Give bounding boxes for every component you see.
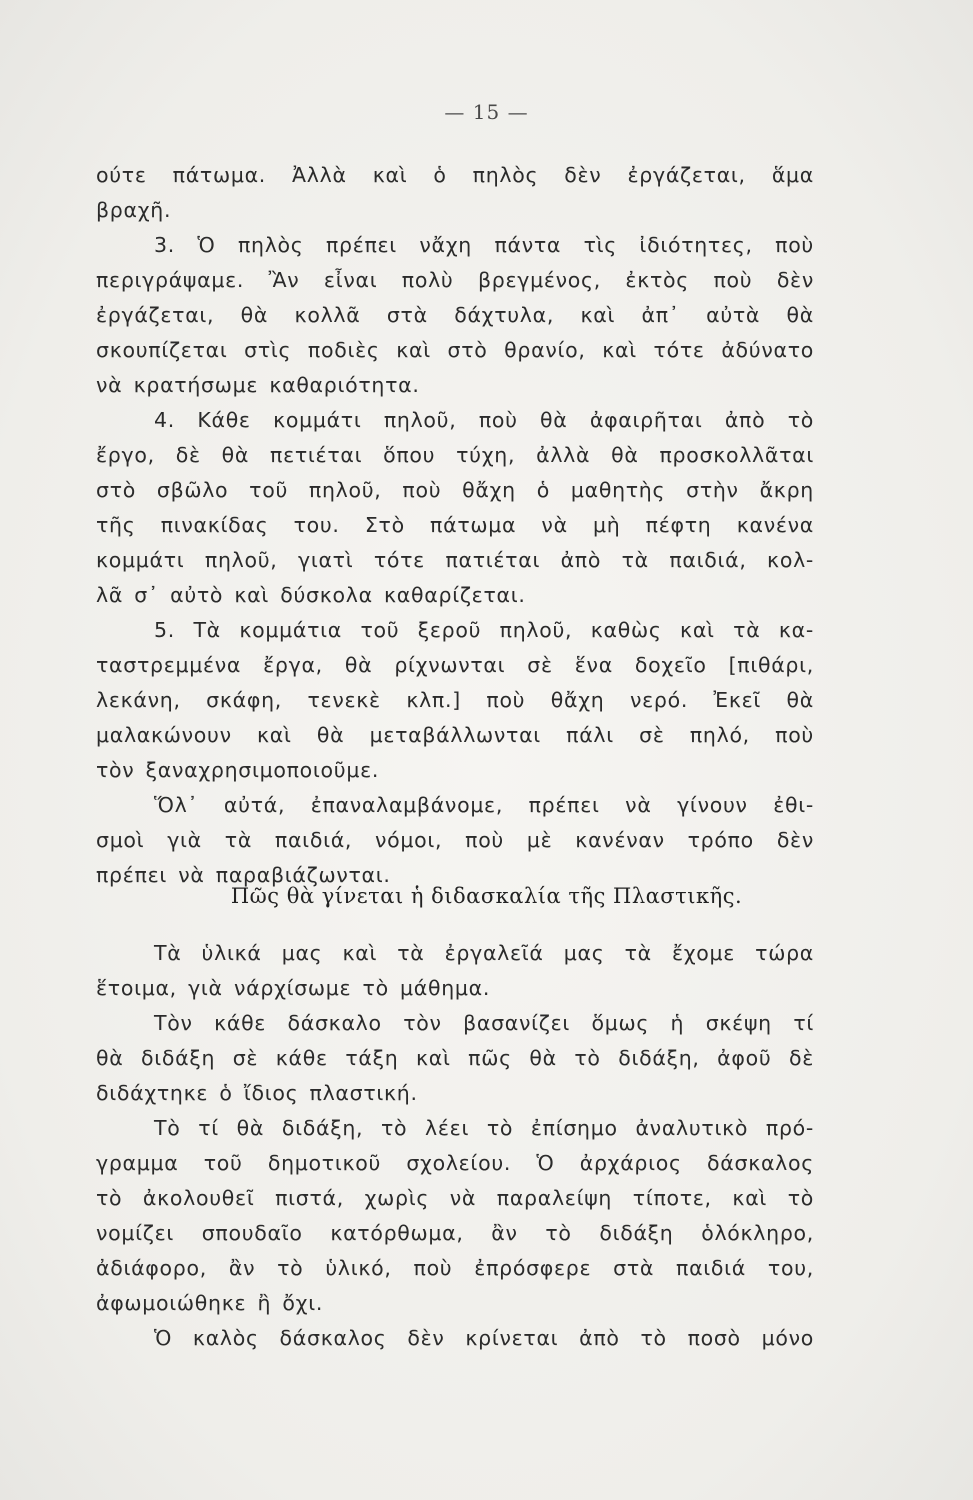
text-line: σμοὶ γιὰ τὰ παιδιά, νόμοι, ποὺ μὲ κανέναν τρόπο δὲν: [96, 828, 814, 852]
text-line: κομμάτι πηλοῦ, γιατὶ τότε πατιέται ἀπὸ τὰ παιδιά, κολ-: [96, 548, 814, 572]
page-number: — 15 —: [444, 100, 529, 124]
text-line: ταστρεμμένα ἔργα, θὰ ρίχνωνται σὲ ἕνα δοχεῖο [πιθάρι,: [96, 653, 814, 677]
text-line: 3. Ὁ πηλὸς πρέπει νἄχη πάντα τὶς ἰδιότητες, ποὺ: [154, 233, 814, 257]
text-line: Τὸν κάθε δάσκαλο τὸν βασανίζει ὅμως ἡ σκέψη τί: [154, 1011, 814, 1035]
body-text-bottom: [96, 936, 814, 1356]
text-line: νὰ κρατήσωμε καθαριότητα.: [96, 373, 420, 397]
text-line: γραμμα τοῦ δημοτικοῦ σχολείου. Ὁ ἀρχάριος δάσκαλος: [96, 1151, 814, 1175]
text-line: ἀφωμοιώθηκε ἢ ὄχι.: [96, 1291, 324, 1315]
text-line: Ὁ καλὸς δάσκαλος δὲν κρίνεται ἀπὸ τὸ ποσὸ μόνο: [154, 1326, 814, 1350]
text-line: λᾶ σ᾿ αὐτὸ καὶ δύσκολα καθαρίζεται.: [96, 583, 526, 607]
text-line: ἕτοιμα, γιὰ νάρχίσωμε τὸ μάθημα.: [96, 976, 491, 1000]
text-line: διδάχτηκε ὁ ἴδιος πλαστική.: [96, 1081, 418, 1105]
text-line: θὰ διδάξη σὲ κάθε τάξη καὶ πῶς θὰ τὸ διδάξη, ἀφοῦ δὲ: [96, 1046, 814, 1070]
text-line: πρέπει νὰ παραβιάζωνται.: [96, 863, 391, 887]
text-line: Ὅλ᾿ αὐτά, ἐπαναλαμβάνομε, πρέπει νὰ γίνουν ἐθι-: [154, 793, 814, 817]
text-line: σκουπίζεται στὶς ποδιὲς καὶ στὸ θρανίο, καὶ τότε ἀδύνατο: [96, 338, 814, 362]
text-line: Τὰ ὑλικά μας καὶ τὰ ἐργαλεῖά μας τὰ ἔχομε τώρα: [154, 941, 814, 965]
text-line: τὸ ἀκολουθεῖ πιστά, χωρὶς νὰ παραλείψη τίποτε, καὶ τὸ: [96, 1186, 814, 1210]
section-heading: Πῶς θὰ γίνεται ἡ διδασκαλία τῆς Πλαστικῆς.: [230, 884, 743, 908]
text-line: στὸ σβῶλο τοῦ πηλοῦ, ποὺ θἄχη ὁ μαθητὴς στὴν ἄκρη: [96, 478, 814, 502]
text-line: ούτε πάτωμα. Ἀλλὰ καὶ ὁ πηλὸς δὲν ἐργάζεται, ἅμα: [96, 163, 814, 187]
text-line: μαλακώνουν καὶ θὰ μεταβάλλωνται πάλι σὲ πηλό, ποὺ: [96, 723, 814, 747]
text-line: τὸν ξαναχρησιμοποιοῦμε.: [96, 758, 380, 782]
text-line: βραχῆ.: [96, 198, 172, 222]
text-line: λεκάνη, σκάφη, τενεκὲ κλπ.] ποὺ θἄχη νερό. Ἐκεῖ θὰ: [96, 688, 814, 712]
text-line: Τὸ τί θὰ διδάξη, τὸ λέει τὸ ἐπίσημο ἀναλυτικὸ πρό-: [154, 1116, 814, 1140]
text-line: 5. Τὰ κομμάτια τοῦ ξεροῦ πηλοῦ, καθὼς καὶ τὰ κα-: [154, 618, 814, 642]
text-line: τῆς πινακίδας του. Στὸ πάτωμα νὰ μὴ πέφτη κανένα: [96, 513, 814, 537]
text-line: ἀδιάφορο, ἂν τὸ ὑλικό, ποὺ ἐπρόσφερε στὰ παιδιά του,: [96, 1256, 814, 1280]
text-line: νομίζει σπουδαῖο κατόρθωμα, ἂν τὸ διδάξη ὁλόκληρο,: [96, 1221, 814, 1245]
text-line: ἔργο, δὲ θὰ πετιέται ὅπου τύχη, ἀλλὰ θὰ προσκολλᾶται: [96, 443, 814, 467]
text-line: 4. Κάθε κομμάτι πηλοῦ, ποὺ θὰ ἀφαιρῆται ἀπὸ τὸ: [154, 408, 814, 432]
text-line: περιγράψαμε. Ἂν εἶναι πολὺ βρεγμένος, ἐκτὸς ποὺ δὲν: [96, 268, 814, 292]
body-text-top: [96, 158, 814, 893]
text-line: ἐργάζεται, θὰ κολλᾶ στὰ δάχτυλα, καὶ ἀπ᾿ αὐτὰ θὰ: [96, 303, 814, 327]
